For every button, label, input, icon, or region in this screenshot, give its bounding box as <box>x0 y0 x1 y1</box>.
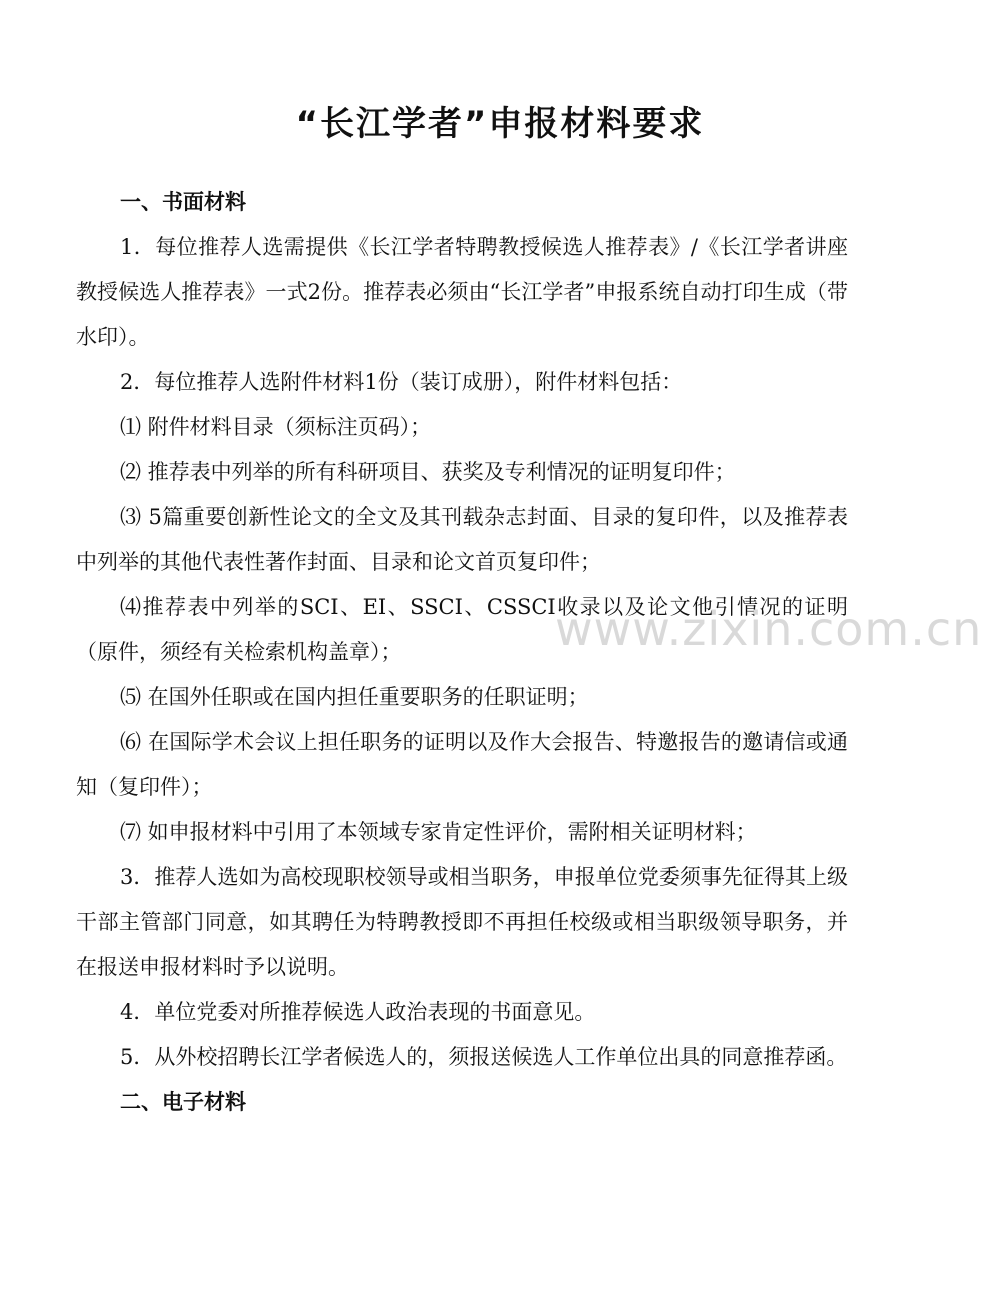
sub-item-7: ⑺ 如申报材料中引用了本领域专家肯定性评价，需附相关证明材料； <box>120 820 757 844</box>
watermark: www.zixin.com.cn <box>555 602 982 656</box>
paragraph-item-2: 2．每位推荐人选附件材料1份（装订成册），附件材料包括： <box>120 370 683 394</box>
sub-item-5: ⑸ 在国外任职或在国内担任重要职务的任职证明； <box>120 685 589 709</box>
sub-item-6: ⑹ 在国际学术会议上担任职务的证明以及作大会报告、特邀报告的邀请信或通知（复印件）； <box>76 730 848 799</box>
document-title: “长江学者”申报材料要求 <box>295 104 705 144</box>
paragraph-item-5: 5．从外校招聘长江学者候选人的，须报送候选人工作单位出具的同意推荐函。 <box>120 1045 848 1069</box>
section-heading-written-materials: 一、书面材料 <box>120 190 246 214</box>
paragraph-item-3: 3．推荐人选如为高校现职校领导或相当职务，申报单位党委须事先征得其上级干部主管部门同意，如其聘任为特聘教授即不再担任校级或相当职级领导职务，并在报送申报材料时予以说明。 <box>76 865 848 979</box>
document-body <box>76 180 848 1125</box>
sub-item-4: ⑷推荐表中列举的SCI、EI、SSCI、CSSCI收录以及论文他引情况的证明（原件，须经有关检索机构盖章）； <box>76 595 848 664</box>
sub-item-1: ⑴ 附件材料目录（须标注页码）； <box>120 415 432 439</box>
sub-item-2: ⑵ 推荐表中列举的所有科研项目、获奖及专利情况的证明复印件； <box>120 460 736 484</box>
paragraph-item-4: 4．单位党委对所推荐候选人政治表现的书面意见。 <box>120 1000 596 1024</box>
paragraph-item-1: 1．每位推荐人选需提供《长江学者特聘教授候选人推荐表》/《长江学者讲座教授候选人推荐表》一式2份。推荐表必须由“长江学者”申报系统自动打印生成（带水印）。 <box>76 235 848 349</box>
sub-item-3: ⑶ 5篇重要创新性论文的全文及其刊载杂志封面、目录的复印件，以及推荐表中列举的其他代表性著作封面、目录和论文首页复印件； <box>76 505 848 574</box>
section-heading-electronic-materials: 二、电子材料 <box>120 1090 246 1114</box>
